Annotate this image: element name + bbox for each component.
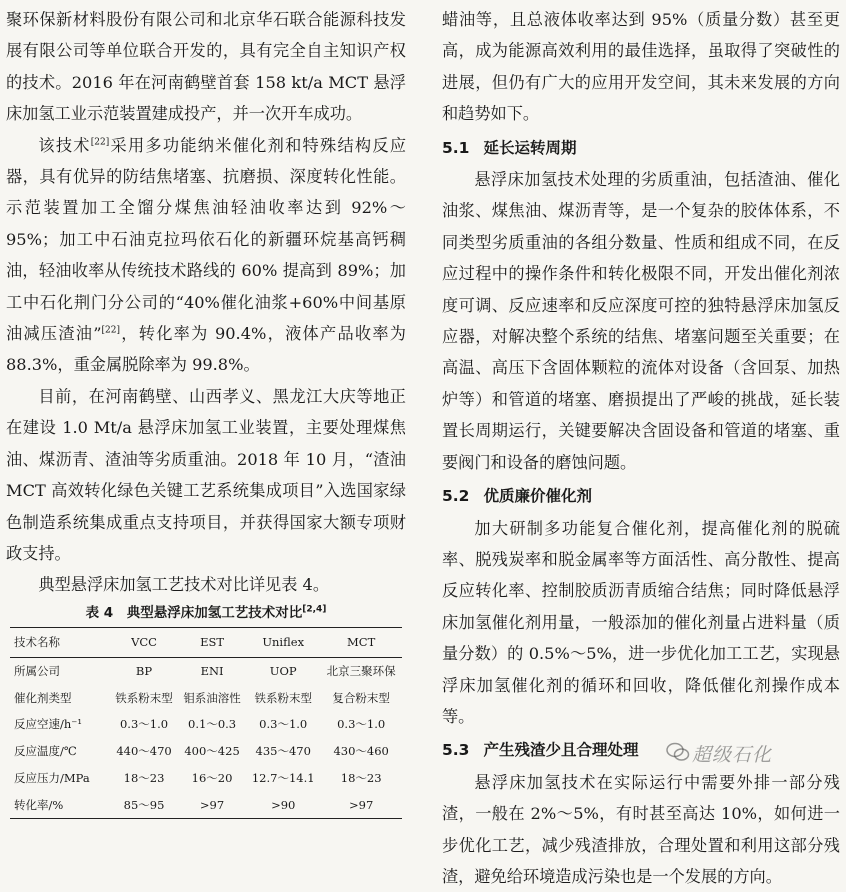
- section-heading-5-3: [442, 735, 840, 766]
- table-cell: 反应温度/℃: [14, 744, 77, 759]
- citation-ref: [2,4]: [302, 604, 327, 615]
- paragraph-status: 目前，在河南鹤壁、山西孝义、黑龙江大庆等地正在建设 1.0 Mt/a 悬浮床加氢工业装置，主要处理煤焦油、煤沥青、渣油等劣质重油。2018 年 10 月，“渣油 MCT 高效转化绿色关键工艺系统集成项目”入选国家绿色制造系统集成重点支持项目，并获得国家大额专项财政支持。: [6, 386, 406, 563]
- table-row: [10, 791, 402, 818]
- comparison-table: [10, 627, 402, 819]
- paragraph-technology: [6, 130, 406, 381]
- table-cell: UOP: [269, 664, 297, 679]
- table-cell: 反应空速/h⁻¹: [14, 717, 82, 732]
- table-row: [10, 711, 402, 738]
- table-cell: 16～20: [191, 770, 233, 785]
- paragraph-continuation: 蜡油等，且总液体收率达到 95%（质量分数）甚至更高，成为能源高效利用的最佳选择，虽取得了突破性的进展，但仍有广大的应用开发空间，其未来发展的方向和趋势如下。: [442, 10, 840, 124]
- section-title: 产生残渣少且合理处理: [483, 741, 639, 760]
- text-segment: 该技术: [38, 135, 91, 155]
- header-cell: EST: [178, 627, 246, 657]
- table-row: [10, 684, 402, 711]
- table-cell: 430～460: [333, 744, 389, 759]
- wechat-icon: [666, 741, 690, 763]
- table-cell: >97: [320, 791, 402, 818]
- citation-ref: [22]: [90, 137, 110, 148]
- table-cell: 转化率/%: [10, 791, 110, 818]
- table-cell: 铁系粉末型: [115, 690, 173, 705]
- watermark-text: 超级石化: [692, 744, 773, 766]
- table-cell: 440～470: [116, 744, 172, 759]
- section-title: 延长运转周期: [483, 138, 577, 157]
- table-cell: 18～23: [340, 770, 382, 785]
- text-segment: ，转化率为 90.4%，液体产品收率为 88.3%，重金属脱除率为 99.8%。: [6, 324, 406, 375]
- header-cell: VCC: [110, 627, 178, 657]
- table-caption: [6, 603, 406, 623]
- table-cell: 所属公司: [14, 664, 60, 679]
- paragraph-section-5-1: 悬浮床加氢技术处理的劣质重油，包括渣油、催化油浆、煤焦油、煤沥青等，是一个复杂的胶体体系，不同类型劣质重油的各组分数量、性质和组成不同，在反应过程中的操作条件和转化极限不同，开发出催化剂浓度可调、反应速率和反应深度可控的独特悬浮床加氢反应器，对解决整个系统的结焦、堵塞问题至关重要；在高温、高压下含固体颗粒的流体对设备（含回泵、加热炉等）和管道的堵塞、磨损提出了严峻的挑战，延长装置长周期运行，关键要解决含固设备和管道的堵塞、重要阀门和设备的磨蚀问题。: [442, 170, 840, 472]
- section-number: 5.3: [442, 741, 470, 760]
- table-cell: BP: [135, 664, 153, 679]
- table-cell: ENI: [200, 664, 224, 679]
- table-cell: 铁系粉末型: [254, 690, 312, 705]
- header-cell: MCT: [320, 627, 402, 657]
- header-cell: Uniflex: [246, 627, 320, 657]
- table-caption-text: 表 4 典型悬浮床加氢工艺技术对比: [85, 604, 303, 621]
- section-heading-5-1: [442, 133, 840, 164]
- section-heading-5-2: [442, 481, 840, 512]
- table-cell: 0.3～1.0: [259, 717, 308, 732]
- citation-ref: [22]: [101, 325, 121, 336]
- table-cell: 催化剂类型: [14, 690, 72, 705]
- table-cell: >97: [178, 791, 246, 818]
- right-column: [442, 4, 840, 892]
- table-cell: 北京三聚环保: [326, 664, 396, 679]
- table-cell: 0.1～0.3: [188, 717, 237, 732]
- paragraph-intro: 聚环保新材料股份有限公司和北京华石联合能源科技发展有限公司等单位联合开发的，具有完全自主知识产权的技术。2016 年在河南鹤壁首套 158 kt/a MCT 悬浮床加氢工业示范装置建成投产，并一次开车成功。: [6, 10, 406, 124]
- table-cell: 12.7～14.1: [251, 770, 315, 785]
- table-row: [10, 738, 402, 765]
- table-cell: 0.3～1.0: [119, 717, 169, 732]
- text-segment: 采用多功能纳米催化剂和特殊结构反应器，具有优异的防结焦堵塞、抗磨损、深度转化性能。示范装置加工全馏分煤焦油轻油收率达到 92%～95%；加工中石油克拉玛依石化的新疆环烷基高钙稠油，轻油收率从传统技术路线的 60% 提高到 89%；加工中石化荆门分公司的“40%催化油浆+60%中间基原油减压渣油”: [6, 135, 407, 344]
- paragraph-section-5-3: 悬浮床加氢技术在实际运行中需要外排一部分残渣，一般在 2%～5%，有时甚至高达 10%，如何进一步优化工艺，减少残渣排放，合理处置和利用这部分残渣，避免给环境造成污染也是一个发展的方向。: [442, 772, 840, 886]
- section-title: 优质廉价催化剂: [483, 487, 592, 506]
- table-cell: 435～470: [255, 744, 311, 759]
- table-row: [10, 657, 402, 684]
- section-number: 5.1: [442, 138, 470, 157]
- paragraph-section-5-2: 加大研制多功能复合催化剂，提高催化剂的脱硫率、脱残炭率和脱金属率等方面活性、高分散性、提高反应转化率、控制胶质沥青质缩合结焦；同时降低悬浮床加氢催化剂用量，一般添加的催化剂量占进料量（质量分数）的 0.5%～5%，进一步优化加工工艺，实现悬浮床加氢催化剂的循环和回收，降低催化剂操作成本等。: [442, 518, 840, 726]
- table-cell: 0.3～1.0: [337, 717, 386, 732]
- table-cell: 400～425: [184, 744, 240, 759]
- table-cell: 18～23: [123, 770, 165, 785]
- table-cell: 钼系油溶性: [183, 690, 241, 705]
- table-cell: 85～95: [110, 791, 178, 818]
- section-number: 5.2: [442, 487, 470, 506]
- table-header-row: [10, 627, 402, 657]
- table-cell: 复合粉末型: [332, 690, 390, 705]
- table-cell: 反应压力/MPa: [14, 770, 90, 785]
- table-row: [10, 764, 402, 791]
- left-column: [6, 4, 406, 819]
- paragraph-table-intro: 典型悬浮床加氢工艺技术对比详见表 4。: [38, 575, 330, 595]
- header-cell: 技术名称: [10, 627, 110, 657]
- table-cell: >90: [246, 791, 320, 818]
